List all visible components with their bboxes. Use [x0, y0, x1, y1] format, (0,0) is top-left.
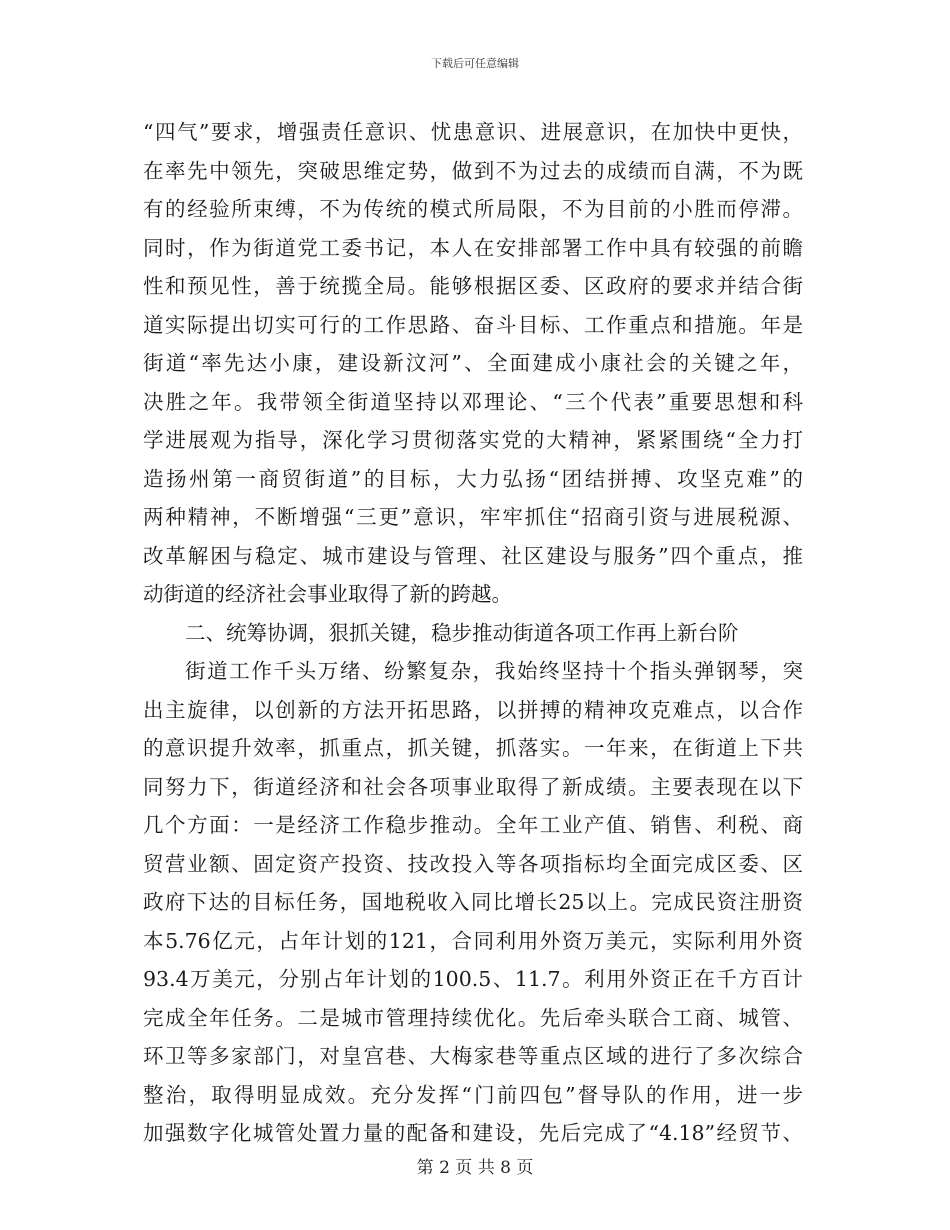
- page-number-footer: 第 2 页 共 8 页: [416, 1158, 534, 1178]
- section-heading: 二、统筹协调，狠抓关键，稳步推动街道各项工作再上新台阶: [185, 620, 739, 645]
- text-line: 同努力下，街道经济和社会各项事业取得了新成绩。主要表现在以下: [143, 774, 803, 799]
- text-line: 动街道的经济社会事业取得了新的跨越。: [143, 582, 512, 606]
- text-line: 几个方面：一是经济工作稳步推动。全年工业产值、销售、利税、商: [143, 813, 803, 837]
- text-line: 同时，作为街道党工委书记，本人在安排部署工作中具有较强的前瞻: [143, 235, 803, 260]
- text-line: 有的经验所束缚，不为传统的模式所局限，不为目前的小胜而停滞。: [143, 197, 803, 221]
- text-line: 完成全年任务。二是城市管理持续优化。先后牵头联合工商、城管、: [143, 1005, 803, 1030]
- text-line: 街道工作千头万绪、纷繁复杂，我始终坚持十个指头弹钢琴，突: [185, 659, 803, 683]
- text-line: 决胜之年。我带领全街道坚持以邓理论、“三个代表”重要思想和科: [143, 389, 803, 414]
- page-header: 下载后可任意编辑: [431, 57, 519, 70]
- text-line: 环卫等多家部门，对皇宫巷、大梅家巷等重点区域的进行了多次综合: [143, 1044, 803, 1068]
- text-line: 政府下达的目标任务，国地税收入同比增长25以上。完成民资注册资: [143, 890, 803, 914]
- text-line: 两种精神，不断增强“三更”意识，牢牢抓住“招商引资与进展税源、: [143, 505, 803, 529]
- text-line: “四气”要求，增强责任意识、忧患意识、进展意识，在加快中更快，: [143, 120, 803, 144]
- document-body: [143, 113, 803, 1153]
- text-line: 学进展观为指导，深化学习贯彻落实党的大精神，紧紧围绕“全力打: [143, 428, 803, 452]
- text-line: 改革解困与稳定、城市建设与管理、社区建设与服务”四个重点，推: [143, 543, 803, 568]
- text-line: 的意识提升效率，抓重点，抓关键，抓落实。一年来，在街道上下共: [143, 736, 803, 760]
- text-line: 整治，取得明显成效。充分发挥“门前四包”督导队的作用，进一步: [143, 1082, 803, 1107]
- text-line: 在率先中领先，突破思维定势，做到不为过去的成绩而自满，不为既: [143, 158, 803, 183]
- text-line: 街道“率先达小康，建设新汶河”、全面建成小康社会的关键之年，: [143, 351, 803, 375]
- text-line: 性和预见性，善于统揽全局。能够根据区委、区政府的要求并结合街: [143, 274, 803, 298]
- text-line: 本5.76亿元，占年计划的121，合同利用外资万美元，实际利用外资: [143, 928, 803, 953]
- text-line: 贸营业额、固定资产投资、技改投入等各项指标均全面完成区委、区: [143, 851, 803, 876]
- text-line: 出主旋律，以创新的方法开拓思路，以拼搏的精神攻克难点，以合作: [143, 697, 803, 722]
- text-line: 道实际提出切实可行的工作思路、奋斗目标、工作重点和措施。年是: [143, 312, 803, 337]
- text-line: 造扬州第一商贸街道”的目标，大力弘扬“团结拼搏、攻坚克难”的: [143, 466, 803, 491]
- text-line: 加强数字化城管处置力量的配备和建设，先后完成了“4.18”经贸节、: [143, 1121, 803, 1145]
- text-line: 93.4万美元，分别占年计划的100.5、11.7。利用外资正在千方百计: [143, 967, 803, 991]
